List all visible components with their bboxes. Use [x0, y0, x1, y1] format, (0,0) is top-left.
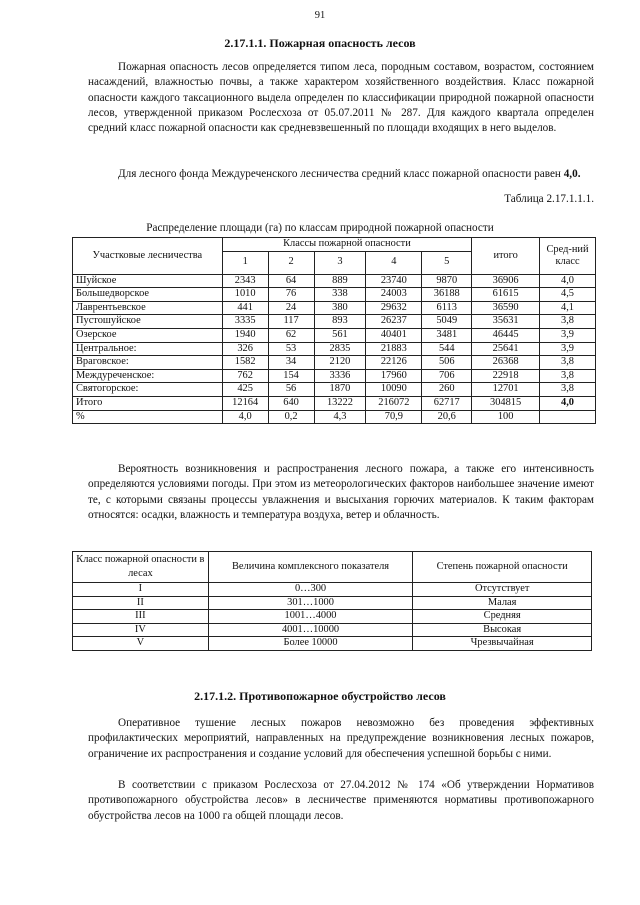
cell-name: Враговское:: [73, 356, 223, 370]
table-label: Таблица 2.17.1.1.1.: [504, 193, 594, 205]
header-class-2: 2: [268, 251, 314, 274]
cell-total: 46445: [472, 328, 540, 342]
scale-header-degree: Степень пожарной опасности: [413, 552, 592, 583]
scale-class: II: [73, 596, 209, 610]
header-class-1: 1: [222, 251, 268, 274]
cell-class-1: 12164: [222, 396, 268, 410]
header-class-4: 4: [366, 251, 422, 274]
section-heading-fire-danger: 2.17.1.1. Пожарная опасность лесов: [224, 36, 416, 50]
average-class-text: Для лесного фонда Междуреченского лесничества средний класс пожарной опасности равен: [118, 168, 564, 180]
cell-average: 3,8: [540, 369, 596, 383]
cell-class-5: 36188: [422, 288, 472, 302]
scale-index: Более 10000: [208, 637, 413, 651]
cell-average: 3,8: [540, 356, 596, 370]
table-row: [73, 356, 596, 370]
scale-degree: Чрезвычайная: [413, 637, 592, 651]
cell-class-2: 62: [268, 328, 314, 342]
cell-class-1: 1010: [222, 288, 268, 302]
cell-total: 12701: [472, 383, 540, 397]
cell-class-2: 64: [268, 274, 314, 288]
paragraph-regulations: В соответствии с приказом Рослесхоза от 27.04.2012 № 174 «Об утверждении Нормативов противопожарного обустройства лесов» в лесничестве применяются нормативы противопожарного обустройства лесов на 1000 га общей площади лесов.: [88, 779, 594, 822]
header-total: итого: [472, 238, 540, 275]
cell-class-1: 2343: [222, 274, 268, 288]
header-class-5: 5: [422, 251, 472, 274]
cell-class-5: 260: [422, 383, 472, 397]
scale-class: IV: [73, 623, 209, 637]
scale-index: 0…300: [208, 583, 413, 597]
scale-class: V: [73, 637, 209, 651]
cell-class-2: 76: [268, 288, 314, 302]
cell-class-3: 13222: [314, 396, 366, 410]
cell-average: 3,9: [540, 328, 596, 342]
cell-class-3: 1870: [314, 383, 366, 397]
cell-class-5: 62717: [422, 396, 472, 410]
cell-class-3: 561: [314, 328, 366, 342]
cell-class-1: 425: [222, 383, 268, 397]
table-row: [73, 383, 596, 397]
cell-class-2: 56: [268, 383, 314, 397]
cell-class-4: 26237: [366, 315, 422, 329]
cell-name: Итого: [73, 396, 223, 410]
table-row: [73, 328, 596, 342]
scale-header-class: Класс пожарной опасности в лесах: [73, 552, 209, 583]
cell-name: %: [73, 410, 223, 424]
cell-total: 36906: [472, 274, 540, 288]
cell-class-4: 23740: [366, 274, 422, 288]
cell-class-2: 117: [268, 315, 314, 329]
table-header-row: [73, 238, 596, 252]
table-total-row: [73, 396, 596, 410]
cell-average: 3,8: [540, 315, 596, 329]
table-row: [73, 342, 596, 356]
fire-class-area-table: [72, 237, 596, 424]
table-row: [73, 274, 596, 288]
cell-total: 100: [472, 410, 540, 424]
scale-class: I: [73, 583, 209, 597]
cell-class-5: 706: [422, 369, 472, 383]
cell-average: [540, 410, 596, 424]
scale-index: 301…1000: [208, 596, 413, 610]
scale-index: 1001…4000: [208, 610, 413, 624]
paragraph-weather-factors: Вероятность возникновения и распространения лесного пожара, а также его интенсивность определяются условиями погоды. При этом из метеорологических факторов наибольшее значение имеют те, с которыми связаны процессы увлажнения и высыхания горючих материалов. К таким факторам относятся: осадки, влажность и температура воздуха, ветер и облачность.: [88, 463, 594, 521]
cell-total: 35631: [472, 315, 540, 329]
cell-average: 4,5: [540, 288, 596, 302]
table-caption: Распределение площади (га) по классам природной пожарной опасности: [146, 222, 494, 234]
cell-total: 26368: [472, 356, 540, 370]
cell-name: Междуреченское:: [73, 369, 223, 383]
cell-total: 36590: [472, 301, 540, 315]
cell-class-3: 2120: [314, 356, 366, 370]
table-row: [73, 315, 596, 329]
cell-class-1: 762: [222, 369, 268, 383]
scale-degree: Малая: [413, 596, 592, 610]
cell-class-4: 22126: [366, 356, 422, 370]
cell-class-2: 640: [268, 396, 314, 410]
paragraph-prevention-measures: Оперативное тушение лесных пожаров невозможно без проведения эффективных профилактических мероприятий, направленных на предупреждение возникновения лесных пожаров, ограничение их распространения и создание условий для обеспечения успешной борьбы с ними.: [88, 717, 594, 760]
cell-class-3: 4,3: [314, 410, 366, 424]
table-row: [73, 288, 596, 302]
cell-class-3: 338: [314, 288, 366, 302]
header-classes: Классы пожарной опасности: [222, 238, 472, 252]
cell-average: 4,0: [540, 396, 596, 410]
table-percent-row: [73, 410, 596, 424]
scale-index: 4001…10000: [208, 623, 413, 637]
cell-average: 3,9: [540, 342, 596, 356]
average-class-value: 4,0.: [563, 168, 581, 180]
scale-degree: Высокая: [413, 623, 592, 637]
scale-row: [73, 596, 592, 610]
header-class-3: 3: [314, 251, 366, 274]
cell-class-3: 380: [314, 301, 366, 315]
cell-class-1: 1940: [222, 328, 268, 342]
section-heading-fire-prevention: 2.17.1.2. Противопожарное обустройство лесов: [194, 689, 446, 703]
cell-class-5: 9870: [422, 274, 472, 288]
cell-class-1: 441: [222, 301, 268, 315]
scale-degree: Отсутствует: [413, 583, 592, 597]
scale-row: [73, 623, 592, 637]
cell-average: 4,0: [540, 274, 596, 288]
cell-class-4: 216072: [366, 396, 422, 410]
cell-total: 304815: [472, 396, 540, 410]
cell-name: Лаврентьевское: [73, 301, 223, 315]
cell-class-5: 3481: [422, 328, 472, 342]
cell-average: 4,1: [540, 301, 596, 315]
cell-class-3: 889: [314, 274, 366, 288]
header-average: Сред-ний класс: [540, 238, 596, 275]
cell-class-4: 24003: [366, 288, 422, 302]
cell-name: Большедворское: [73, 288, 223, 302]
cell-class-5: 5049: [422, 315, 472, 329]
table-row: [73, 301, 596, 315]
cell-name: Озерское: [73, 328, 223, 342]
scale-row: [73, 610, 592, 624]
page-number: 91: [314, 10, 326, 21]
header-district: Участковые лесничества: [73, 238, 223, 275]
cell-class-3: 2835: [314, 342, 366, 356]
cell-class-4: 70,9: [366, 410, 422, 424]
scale-row: [73, 637, 592, 651]
cell-class-5: 544: [422, 342, 472, 356]
cell-class-1: 1582: [222, 356, 268, 370]
scale-class: III: [73, 610, 209, 624]
fire-danger-scale-table: [72, 551, 592, 651]
cell-class-5: 506: [422, 356, 472, 370]
scale-header-row: [73, 552, 592, 583]
cell-class-2: 53: [268, 342, 314, 356]
cell-class-3: 893: [314, 315, 366, 329]
scale-row: [73, 583, 592, 597]
paragraph-average-class: [88, 167, 594, 182]
cell-total: 61615: [472, 288, 540, 302]
cell-class-2: 154: [268, 369, 314, 383]
cell-name: Шуйское: [73, 274, 223, 288]
cell-class-4: 10090: [366, 383, 422, 397]
cell-name: Пустошуйское: [73, 315, 223, 329]
cell-class-1: 3335: [222, 315, 268, 329]
cell-total: 22918: [472, 369, 540, 383]
cell-class-5: 6113: [422, 301, 472, 315]
cell-total: 25641: [472, 342, 540, 356]
cell-average: 3,8: [540, 383, 596, 397]
scale-header-index: Величина комплексного показателя: [208, 552, 413, 583]
cell-class-2: 0,2: [268, 410, 314, 424]
cell-class-4: 29632: [366, 301, 422, 315]
cell-name: Святогорское:: [73, 383, 223, 397]
cell-class-1: 4,0: [222, 410, 268, 424]
paragraph-fire-danger-definition: Пожарная опасность лесов определяется типом леса, породным составом, возрастом, состоянием насаждений, влажностью почвы, а также характером хозяйственного воздействия. Класс пожарной опасности каждого таксационного выдела определен по классификации природной пожарной опасности лесов, утвержденной приказом Рослесхоза от 05.07.2011 № 287. Для каждого квартала определен средний класс пожарной опасности как средневзвешенный по площади входящих в него выделов.: [88, 61, 594, 135]
cell-class-4: 17960: [366, 369, 422, 383]
cell-class-2: 34: [268, 356, 314, 370]
cell-class-4: 21883: [366, 342, 422, 356]
scale-degree: Средняя: [413, 610, 592, 624]
table-row: [73, 369, 596, 383]
cell-class-1: 326: [222, 342, 268, 356]
cell-class-4: 40401: [366, 328, 422, 342]
cell-class-3: 3336: [314, 369, 366, 383]
cell-name: Центральное:: [73, 342, 223, 356]
cell-class-5: 20,6: [422, 410, 472, 424]
cell-class-2: 24: [268, 301, 314, 315]
